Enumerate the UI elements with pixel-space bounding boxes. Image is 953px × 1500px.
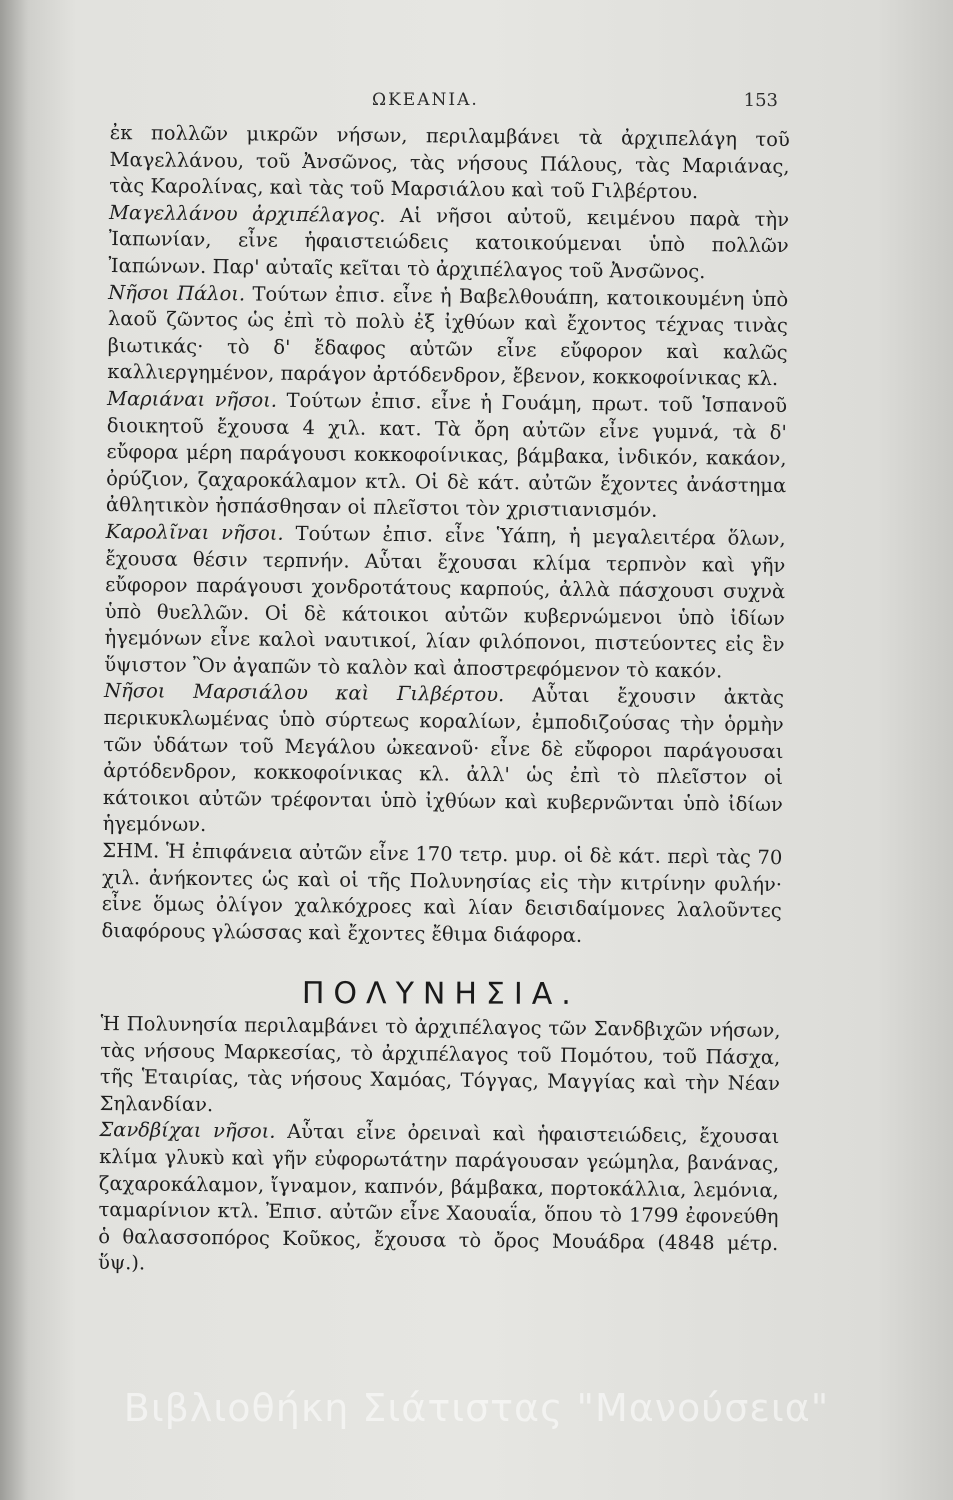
paragraph-marianas xyxy=(106,386,787,526)
paragraph-text: Ἡ ἐπιφάνεια αὐτῶν εἶνε 170 τετρ. μυρ. οἱ δὲ κάτ. περὶ τὰς 70 χιλ. ἀνήκοντες ὡς καὶ οἱ τῆς Πολυνησίας εἰς τὴν κιτρίνην φυλήν· εἶνε ὅμως ὀλίγον χαλκόχροες καὶ λίαν δεισιδαίμονες λαλοῦντες διαφόρους γλώσσας καὶ ἔχοντες ἔθιμα διάφορα. xyxy=(101,839,783,947)
library-watermark: Βιβλιοθήκη Σιάτιστας "Μανούσεια" xyxy=(123,1386,830,1430)
paragraph-lead: Νῆσοι Πάλοι. xyxy=(108,280,246,305)
paragraph-text: ἐκ πολλῶν μικρῶν νήσων, περιλαμβάνει τὰ ἀρχιπελάγη τοῦ Μαγελλάνου, τοῦ Ἀνσῶνος, τὰς νήσους Πάλους, τὰς Μαριάνας, τὰς Καρολίνας, καὶ τὰς τοῦ Μαρσιάλου καὶ τοῦ Γιλβέρτου. xyxy=(109,120,790,204)
paragraph-text: Αἱ νῆσοι αὐτοῦ, κειμένου παρὰ τὴν Ἰαπωνίαν, εἶνε ἡφαιστειώδεις κατοικούμεναι ὑπὸ πολλῶν Ἰαπώνων. Παρ' αὐταῖς κεῖται τὸ ἀρχιπέλαγος τοῦ Ἀνσῶνος. xyxy=(108,203,790,284)
page-title: ΩΚΕΑΝΙΑ. xyxy=(372,90,479,110)
paragraph-text: Τούτων ἐπισ. εἶνε Ὑάπη, ἡ μεγαλειτέρα ὅλων, ἔχουσα θέσιν τερπνήν. Αὗται ἔχουσαι κλίμα τερπνὸν καὶ γῆν εὔφορον παράγουσι χονδροτάτους καρπούς, ἀλλὰ πάσχουσι συχνὰ ὑπὸ θυελλῶν. Οἱ δὲ κάτοικοι αὐτῶν κυβερνώμενοι ὑπὸ ἰδίων ἡγεμόνων εἶνε καλοὶ ναυτικοί, λίαν φιλόπονοι, πιστεύοντες εἰς ἓν ὕψιστον Ὂν ἀγαπῶν τὸ καλὸν καὶ ἀποστρεφόμενον τὸ κακόν. xyxy=(104,521,786,683)
paragraph-lead: Νῆσοι Μαρσιάλου καὶ Γιλβέρτου. xyxy=(103,679,505,707)
paragraph-intro xyxy=(109,120,790,207)
paragraph-text: Αὗται εἶνε ὀρειναὶ καὶ ἡφαιστειώδεις, ἔχουσαι κλίμα γλυκὺ καὶ γῆν εὐφορωτάτην παράγουσαν γεώμηλα, βανάνας, ζαχαροκάλαμον, ἴγναμον, καπνόν, βάμβακα, πορτοκάλλια, λεμόνια, ταμαρίνιον κτλ. Ἐπισ. αὐτῶν εἶνε Χαουαΐα, ὅπου τὸ 1799 ἐφονεύθη ὁ θαλασσοπόρος Κοῦκος, ἔχουσα τὸ ὄρος Μουάδρα (4848 μέτρ. ὕψ.). xyxy=(97,1120,780,1275)
paragraph-lead: Μαριάναι νῆσοι. xyxy=(106,386,278,412)
paragraph-text: Τούτων ἐπισ. εἶνε ἡ Βαβελθουάπη, κατοικουμένη ὑπὸ λαοῦ ζῶντος ὡς ἐπὶ τὸ πολὺ ἐξ ἰχθύων καὶ ἔχοντος τέχνας τινὰς βιωτικάς· τὸ δ' ἔδαφος αὐτῶν εἶνε εὔφορον καὶ καλῶς καλλιεργημένον, παράγον ἀρτόδενδρον, ἔβενον, κοκκοφοίνικας κλ. xyxy=(107,282,789,391)
paragraph-lead: ΣΗΜ. xyxy=(102,838,160,863)
paragraph-polynesia-intro xyxy=(100,1011,781,1124)
section-heading: ΠΟΛΥΝΗΣΙΑ. xyxy=(301,976,580,1013)
paragraph-palau xyxy=(107,280,788,393)
paragraph-lead: Σανδβίχαι νῆσοι. xyxy=(99,1118,276,1144)
paragraph-marshall-gilbert xyxy=(102,678,784,845)
page-number: 153 xyxy=(743,90,778,111)
main-text xyxy=(98,120,790,1284)
paragraph-magellan xyxy=(108,200,789,287)
running-head xyxy=(0,88,953,118)
paragraph-text: Τούτων ἐπισ. εἶνε ἡ Γουάμη, πρωτ. τοῦ Ἱσπανοῦ διοικητοῦ ἔχουσα 4 χιλ. κατ. Τὰ ὄρη αὐτῶν εἶνε γυμνά, τὰ δ' εὔφορα μέρη παράγουσι κοκκοφοίνικας, βάμβακα, ἰνδικόν, κακάον, ὀρύζιον, ζαχαροκάλαμον κτλ. Οἱ δὲ κάτ. αὐτῶν ἔχοντες ἀνάστημα ἀθλητικὸν ἠσπάσθησαν οἱ πλεῖστοι τὸν χριστιανισμόν. xyxy=(105,388,788,523)
paragraph-text: Ἡ Πολυνησία περιλαμβάνει τὸ ἀρχιπέλαγος τῶν Σανδβιχῶν νήσων, τὰς νήσους Μαρκεσίας, τὸ ἀρχιπέλαγος τοῦ Πομότου, τοῦ Πάσχα, τῆς Ἑταιρίας, τὰς νήσους Χαμόας, Τόγγας, Μαγγίας καὶ τὴν Νέαν Σηλανδίαν. xyxy=(99,1011,781,1116)
paragraph-lead: Καρολῖναι νῆσοι. xyxy=(105,519,284,545)
paragraph-lead: Μαγελλάνου ἀρχιπέλαγος. xyxy=(108,200,386,227)
paragraph-sandwich xyxy=(98,1117,780,1284)
paragraph-carolines xyxy=(104,519,786,686)
paragraph-text: Αὗται ἔχουσιν ἀκτὰς περικυκλωμένας ὑπὸ σύρτεως κοραλίων, ἐμποδιζούσας τὴν ὁρμὴν τῶν ὑδάτων τοῦ Μεγάλου ὠκεανοῦ· εἶνε δὲ εὔφοροι παράγουσαι ἀρτόδενδρον, κοκκοφοίνικας κλ. ἀλλ' ὡς ἐπὶ τὸ πλεῖστον οἱ κάτοικοι αὐτῶν τρέφονται ὑπὸ ἰχθύων καὶ κυβερνῶνται ὑπὸ ἰδίων ἡγεμόνων. xyxy=(102,683,785,837)
paragraph-note xyxy=(101,838,782,951)
